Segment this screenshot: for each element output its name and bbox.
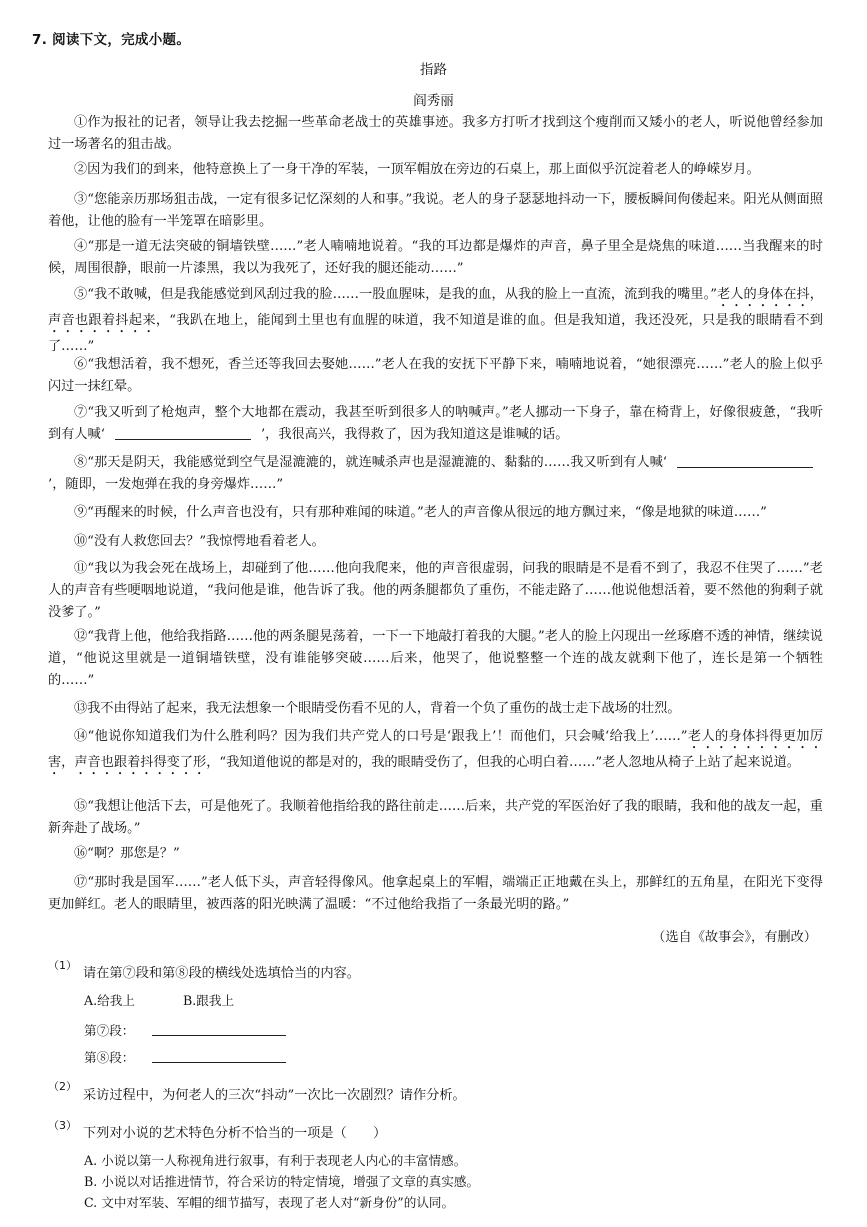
paragraph-8 [48,452,823,496]
subquestion-3-text: 下列对小说的艺术特色分析不恰当的一项是（ ） [83,1126,387,1141]
paragraph-7-part-2: ’，我很高兴，我得救了，因为我知道这是谁喊的话。 [260,427,569,442]
subquestion-1-option-b: B.跟我上 [183,993,235,1008]
paragraph-7 [48,402,823,446]
paragraph-14-part-3: ，“我知道他说的都是对的，我的眼睛受伤了，但我的心明白着……”老人忽地从椅子上站了起来说道。 [206,755,800,770]
subquestion-2-text: 采访过程中，为何老人的三次“抖动”一次比一次剧烈？请作分析。 [83,1088,466,1103]
blank-7-label: 第⑦段： [84,1023,135,1038]
question-heading: 7. 阅读下文，完成小题。 [32,32,191,48]
paragraph-12: ⑫“我背上他，他给我指路……他的两条腿晃荡着，一下一下地敲打着我的大腿。”老人的脸上闪现出一丝琢磨不透的神情，继续说道，“他说这里就是一道铜墙铁壁，没有谁能够突破……后来，他哭了，他说整整一个连的战友就剩下他了，连长是第一个牺牲的……” [48,629,823,688]
paragraph-5-part-1: ⑤“我不敢喊，但是我能感觉到风刮过我的脸……一股血腥味，是我的血，从我的脸上一直流，流到我的嘴里。” [74,287,717,302]
subquestion-1-number: （1） [48,959,77,972]
subquestion-3-number: （3） [48,1119,77,1132]
paragraph-9: ⑨“再醒来的时候，什么声音也没有，只有那种难闻的味道。”老人的声音像从很远的地方飘过来，“像是地狱的味道……” [74,505,767,520]
answer-line-7[interactable] [152,1023,286,1036]
paragraph-3: ③“您能亲历那场狙击战，一定有很多记忆深刻的人和事。”我说。老人的身子瑟瑟地抖动一下，腰板瞬间佝偻起来。阳光从侧面照着他，让他的脸有一半笼罩在暗影里。 [48,192,823,229]
paragraph-8-part-1: ⑧“那天是阴天，我能感觉到空气是湿漉漉的，就连喊杀声也是湿漉漉的、黏黏的……我又听到有人喊‘ [74,455,667,470]
paragraph-11: ⑪“我以为我会死在战场上，却碰到了他……他向我爬来，他的声音很虚弱，问我的眼睛是不是看不到了，我忍不住哭了……”老人的声音有些哽咽地说道，“我问他是谁，他告诉了我。他的两条腿都负了重伤，不能走路了……他说他想活着，要不然他的狗剩子就没爹了。” [48,561,823,620]
story-author: 阎秀丽 [413,93,454,109]
subquestion-1-option-a: A.给我上 [84,993,135,1008]
subquestion-2-number: （2） [48,1080,77,1093]
paragraph-6: ⑥“我想活着，我不想死，香兰还等我回去娶她……”老人在我的安抚下平静下来，喃喃地说着，“她很漂亮……”老人的脸上似乎闪过一抹红晕。 [48,357,823,394]
subquestion-1-text: 请在第⑦段和第⑧段的横线处选填恰当的内容。 [83,966,360,981]
paragraph-5 [48,284,823,358]
paragraph-16: ⑯“啊？那您是？” [74,846,180,861]
paragraph-13: ⑬我不由得站了起来，我无法想象一个眼睛受伤看不见的人，背着一个负了重伤的战士走下战场的壮烈。 [74,701,681,716]
paragraph-17: ⑰“那时我是国军……”老人低下头，声音轻得像风。他拿起桌上的军帽，端端正正地戴在头上，那鲜红的五角星，在阳光下变得更加鲜红。老人的眼睛里，被西落的阳光映满了温暖：“不过他给我指了一条最光明的路。” [48,875,823,912]
paragraph-7-part-1: ⑦“我又听到了枪炮声，整个大地都在震动，我甚至听到很多人的呐喊声。”老人挪动一下身子，靠在椅背上，好像很疲惫，“我听到有人喊‘ [48,405,823,442]
paragraph-2: ②因为我们的到来，他特意换上了一身干净的军装，一顶军帽放在旁边的石桌上，那上面似乎沉淀着老人的峥嵘岁月。 [74,162,760,177]
paragraph-7-blank [115,425,251,440]
answer-line-8[interactable] [152,1050,286,1063]
source-citation: （选自《故事会》，有删改） [652,930,817,945]
emphasized-trembling-1: 老人的身体在抖，声音也跟着抖起来 [48,287,823,328]
subquestion-1-blank-8 [84,1047,286,1066]
story-title: 指路 [420,62,447,78]
subquestion-1-blank-7 [84,1020,286,1039]
paragraph-14 [48,726,823,778]
paragraph-8-part-2: ’，随即，一发炮弹在我的身旁爆炸……” [48,477,284,492]
emphasized-trembling-2: 老人的身体抖得更加厉害，声音也跟着抖得变了形 [48,729,824,770]
subquestion-3-option-c[interactable]: C. 文中对军装、军帽的细节描写，表现了老人对“新身份”的认同。 [84,1195,455,1210]
paragraph-5-part-3: ，“我趴在地上，能闻到土里也有血腥的味道，我不知道是谁的血。但是我知道，我还没死，只是我的眼睛看不到了……” [48,313,823,354]
paragraph-8-blank [677,453,813,468]
paragraph-15: ⑮“我想让他活下去，可是他死了。我顺着他指给我的路往前走……后来，共产党的军医治好了我的眼睛，我和他的战友一起，重新奔赴了战场。” [48,799,823,836]
paragraph-1: ①作为报社的记者，领导让我去挖掘一些革命老战士的英雄事迹。我多方打听才找到这个瘦削而又矮小的老人，听说他曾经参加过一场著名的狙击战。 [48,115,823,152]
subquestion-3-option-a[interactable]: A. 小说以第一人称视角进行叙事，有利于表现老人内心的丰富情感。 [84,1153,467,1168]
paragraph-4: ④“那是一道无法突破的铜墙铁壁……”老人喃喃地说着。“我的耳边都是爆炸的声音，鼻子里全是烧焦的味道……当我醒来的时候，周围很静，眼前一片漆黑，我以为我死了，还好我的腿还能动……” [48,239,823,276]
subquestion-3-option-b[interactable]: B. 小说以对话推进情节，符合采访的特定情境，增强了文章的真实感。 [84,1174,480,1189]
paragraph-10: ⑩“没有人救您回去？”我惊愕地看着老人。 [74,534,325,549]
paragraph-14-part-1: ⑭“他说你知道我们为什么胜利吗？因为我们共产党人的口号是‘跟我上’！而他们，只会喊‘给我上’……” [74,729,688,744]
blank-8-label: 第⑧段： [84,1050,135,1065]
